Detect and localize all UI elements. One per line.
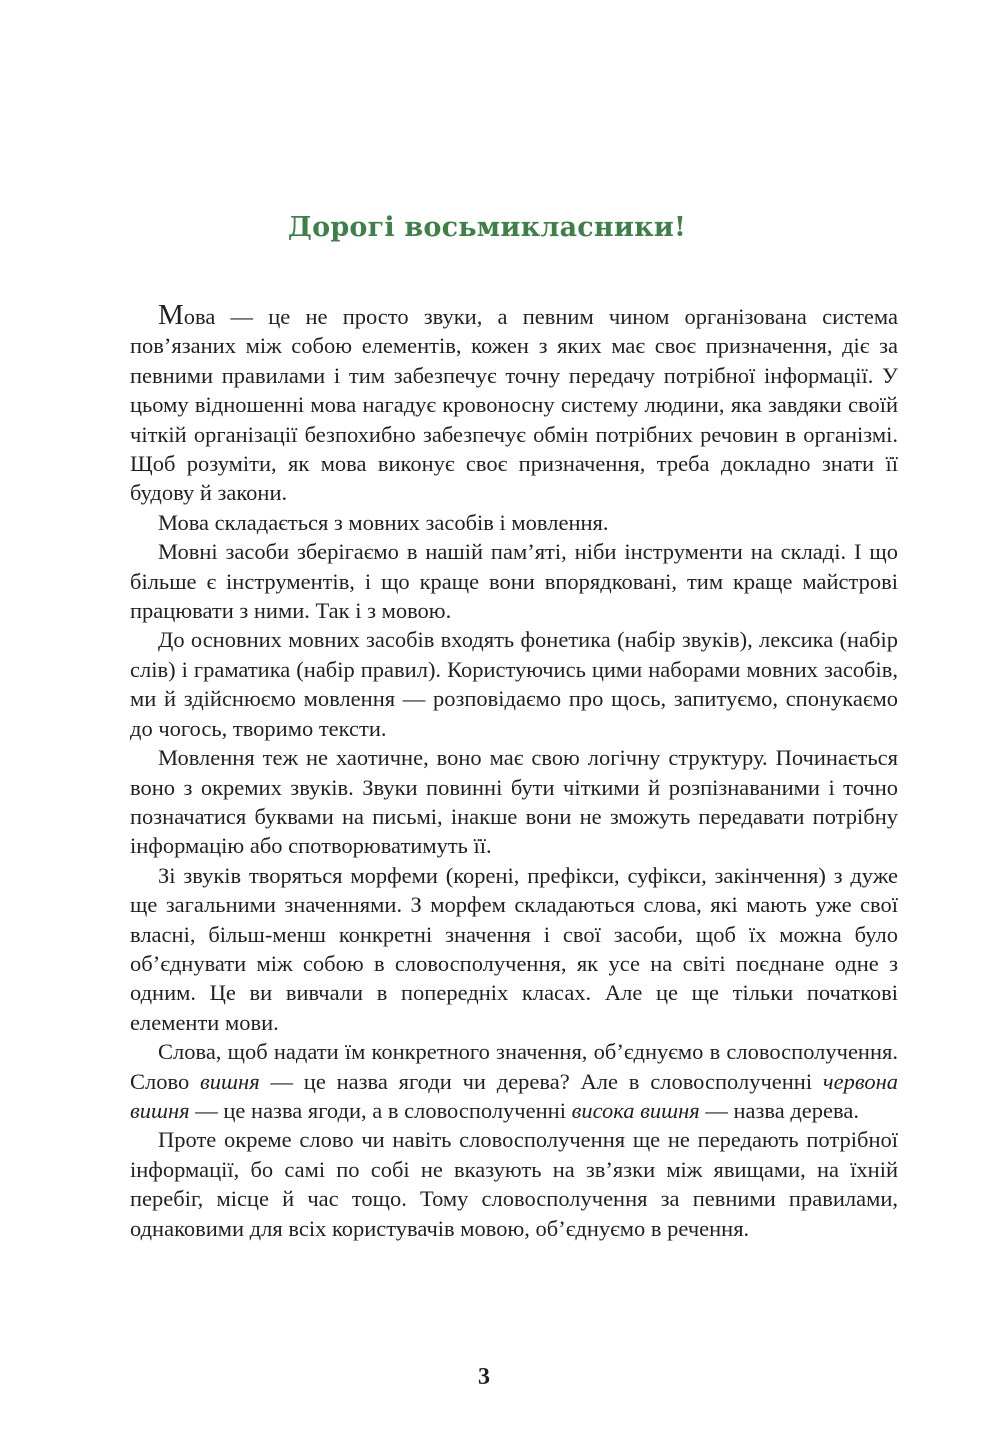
- paragraph-text: — це назва ягоди чи дерева? Але в словосполученні: [259, 1068, 823, 1094]
- paragraph-8: Проте окреме слово чи навіть словосполучення ще не передають потрібної інформації, бо самі по собі не вказують на зв’язки між явищами, на їхній перебіг, місце й час тощо. Тому словосполучення за певними правилами, однаковими для всіх користувачів мовою, об’єднуємо в речення.: [130, 1127, 898, 1241]
- example-word: вишня: [200, 1068, 260, 1094]
- paragraph-3: Мовні засоби зберігаємо в нашій пам’яті, ніби інструменти на складі. І що більше є інструментів, і що краще вони впорядковані, тим краще майстрові працювати з ними. Так і з мовою.: [130, 539, 898, 624]
- paragraph-1: [130, 301, 898, 508]
- paragraph-7: [130, 1037, 898, 1125]
- paragraph-text: Слова, щоб надати їм конкретного значення, об’єднуємо в словосполучення. Слово: [130, 1039, 898, 1094]
- paragraph-text: — це назва ягоди, а в словосполученні: [189, 1097, 572, 1123]
- paragraph-6: Зі звуків творяться морфеми (корені, префікси, суфікси, закінчення) з дуже ще загальними значеннями. З морфем складаються слова, які мають уже свої власні, більш-менш конкретні значення і свої засоби, щоб їх можна було об’єднувати між собою в словосполучення, як усе на світі поєднане одне з одним. Це ви вивчали в попередніх класах. Але це ще тільки початкові елементи мови.: [130, 862, 898, 1035]
- example-phrase: червона вишня: [130, 1068, 898, 1123]
- body-text: [130, 301, 898, 1243]
- paragraph-5: Мовлення теж не хаотичне, воно має свою логічну структуру. Починається воно з окремих звуків. Звуки повинні бути чіткими й розпізнаваними і точно позначатися буквами на письмі, інакше вони не зможуть передавати потрібну інформацію або спотворюватимуть її.: [130, 745, 898, 859]
- example-phrase: висока вишня: [571, 1097, 700, 1123]
- paragraph-text: ова — це не просто звуки, а певним чином організована система пов’язаних між собою елементів, кожен з яких має своє призначення, діє за певними правилами і тим забезпечує точну передачу потрібної інформації. У цьому відношенні мова нагадує кровоносну систему людини, яка завдяки своїй чіткій організації безпохибно забезпечує обмін потрібних речовин в організмі. Щоб розуміти, як мова виконує своє призначення, треба докладно знати її будову й закони.: [130, 304, 898, 506]
- paragraph-2: Мова складається з мовних засобів і мовлення.: [158, 509, 609, 535]
- drop-cap: М: [158, 299, 184, 331]
- paragraph-4: До основних мовних засобів входять фонетика (набір звуків), лексика (набір слів) і граматика (набір правил). Користуючись цими наборами мовних засобів, ми й здійснюємо мовлення — розповідаємо про щось, запитуємо, спонукаємо до чогось, творимо тексти.: [130, 627, 898, 741]
- paragraph-text: — назва дерева.: [699, 1097, 859, 1123]
- page-title: Дорогі восьмикласники!: [287, 212, 687, 243]
- page-number: 3: [478, 1364, 490, 1390]
